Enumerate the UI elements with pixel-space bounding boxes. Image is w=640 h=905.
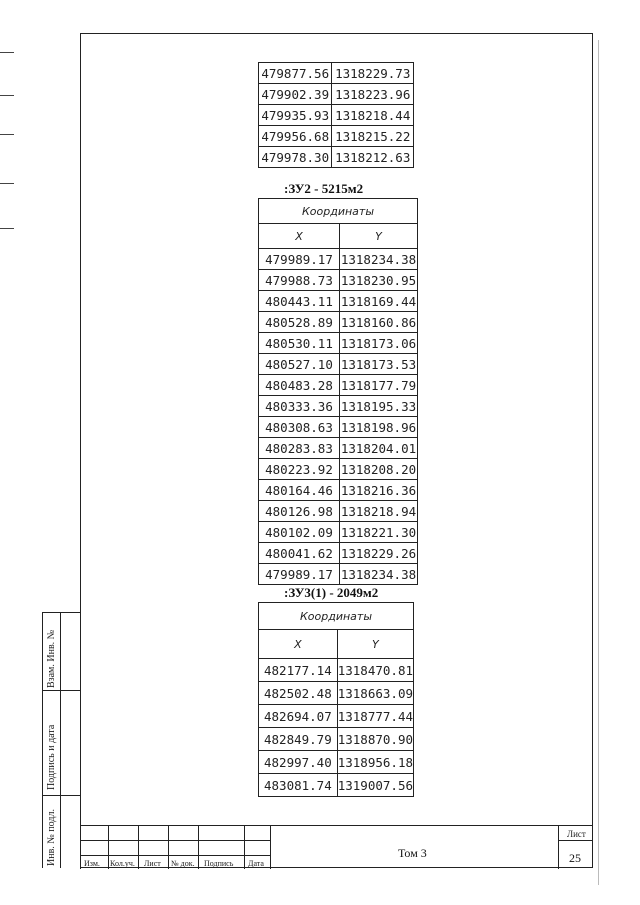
coord-y-cell: 1318223.96 (332, 84, 414, 105)
table3-title: :ЗУ3(1) - 2049м2 (284, 585, 379, 600)
table-row (259, 480, 418, 501)
side-cell-divider (42, 690, 80, 691)
stamp-data: Дата (248, 859, 264, 868)
coord-y-cell: 1318234.38 (340, 564, 418, 585)
coord-y-cell: 1318956.18 (337, 751, 413, 774)
page-number: 25 (569, 851, 581, 865)
table-row (259, 682, 414, 705)
coord-x-cell: 480041.62 (259, 543, 340, 564)
table-row (259, 63, 414, 84)
stamp-izm: Изм. (84, 859, 100, 868)
stamp-list: Лист (144, 859, 161, 868)
table-row (259, 417, 418, 438)
side-cell-divider (42, 612, 80, 613)
coord-y-cell: 1318218.44 (332, 105, 414, 126)
coord-x-cell: 482502.48 (259, 682, 338, 705)
title-block (80, 825, 593, 869)
coord-y-cell: 1318173.53 (340, 354, 418, 375)
coord-x-cell: 480530.11 (259, 333, 340, 354)
coord-y-cell: 1318229.26 (340, 543, 418, 564)
coord-x-cell: 479989.17 (259, 564, 340, 585)
coord-y-cell: 1318215.22 (332, 126, 414, 147)
side-cell-divider (42, 795, 80, 796)
coord-x-cell: 480223.92 (259, 459, 340, 480)
coord-y-cell: 1318160.86 (340, 312, 418, 333)
coord-x-cell: 479877.56 (259, 63, 332, 84)
coord-y-cell: 1318204.01 (340, 438, 418, 459)
coord-y-cell: 1318195.33 (340, 396, 418, 417)
coord-x-cell: 480308.63 (259, 417, 340, 438)
table-row (259, 522, 418, 543)
coord-x-cell: 482694.07 (259, 705, 338, 728)
coord-x-cell: 480283.83 (259, 438, 340, 459)
side-label-podpis-data: Подпись и дата (46, 724, 57, 790)
binding-tick (0, 52, 14, 53)
coord-y-cell: 1318229.73 (332, 63, 414, 84)
table2-title: :ЗУ2 - 5215м2 (284, 181, 364, 196)
table-row (259, 84, 414, 105)
coord-x-cell: 480164.46 (259, 480, 340, 501)
coord-y-cell: 1319007.56 (337, 774, 413, 797)
coord-x-cell: 482177.14 (259, 659, 338, 682)
coord-x-cell: 479989.17 (259, 249, 340, 270)
coord-x-cell: 480443.11 (259, 291, 340, 312)
coord-x-cell: 479978.30 (259, 147, 332, 168)
stamp-n-dok: № док. (171, 859, 195, 868)
table-row (259, 270, 418, 291)
table-row (259, 126, 414, 147)
table-row (259, 774, 414, 797)
coords-table-1 (258, 62, 414, 168)
table-row (259, 543, 418, 564)
coord-y-cell: 1318208.20 (340, 459, 418, 480)
coord-y-cell: 1318177.79 (340, 375, 418, 396)
table-row (259, 501, 418, 522)
col-y-header: Y (337, 630, 413, 659)
table-row (259, 564, 418, 585)
coord-y-cell: 1318169.44 (340, 291, 418, 312)
stamp-list-label: Лист (567, 829, 586, 839)
table-row (259, 249, 418, 270)
coord-x-cell: 480102.09 (259, 522, 340, 543)
coord-y-cell: 1318777.44 (337, 705, 413, 728)
coord-x-cell: 482849.79 (259, 728, 338, 751)
coord-x-cell: 482997.40 (259, 751, 338, 774)
table-row (259, 333, 418, 354)
binding-tick (0, 183, 14, 184)
coord-y-cell: 1318218.94 (340, 501, 418, 522)
coord-y-cell: 1318212.63 (332, 147, 414, 168)
stamp-kol-uch: Кол.уч. (110, 859, 135, 868)
stamp-podpis: Подпись (204, 859, 234, 868)
side-label-vzam-inv: Взам. Инв. № (46, 629, 57, 688)
col-y-header: Y (340, 224, 418, 249)
coord-x-cell: 479988.73 (259, 270, 340, 291)
coords-header: Координаты (259, 603, 414, 630)
stamp-tom: Том 3 (398, 846, 427, 860)
table-row (259, 396, 418, 417)
side-label-inv-podl: Инв. № подл. (46, 809, 57, 866)
coord-y-cell: 1318221.30 (340, 522, 418, 543)
coord-x-cell: 479956.68 (259, 126, 332, 147)
table-row (259, 459, 418, 480)
table-row (259, 659, 414, 682)
table-row (259, 312, 418, 333)
table-row (259, 705, 414, 728)
binding-tick (0, 134, 14, 135)
table-row (259, 438, 418, 459)
binding-tick (0, 228, 14, 229)
coords-table-2 (258, 198, 418, 585)
table-row (259, 375, 418, 396)
coord-y-cell: 1318234.38 (340, 249, 418, 270)
coord-y-cell: 1318870.90 (337, 728, 413, 751)
coord-x-cell: 480333.36 (259, 396, 340, 417)
coord-y-cell: 1318230.95 (340, 270, 418, 291)
table-row (259, 728, 414, 751)
coord-y-cell: 1318216.36 (340, 480, 418, 501)
coord-y-cell: 1318663.09 (337, 682, 413, 705)
coords-header: Координаты (259, 199, 418, 224)
coord-x-cell: 479935.93 (259, 105, 332, 126)
coord-x-cell: 483081.74 (259, 774, 338, 797)
col-x-header: X (259, 224, 340, 249)
coord-x-cell: 479902.39 (259, 84, 332, 105)
table-row (259, 105, 414, 126)
coord-y-cell: 1318198.96 (340, 417, 418, 438)
coord-x-cell: 480483.28 (259, 375, 340, 396)
frame-shadow (598, 40, 609, 885)
coord-x-cell: 480527.10 (259, 354, 340, 375)
col-x-header: X (259, 630, 338, 659)
table-row (259, 751, 414, 774)
coord-x-cell: 480126.98 (259, 501, 340, 522)
table-row (259, 354, 418, 375)
table-row (259, 147, 414, 168)
coord-x-cell: 480528.89 (259, 312, 340, 333)
coords-table-3 (258, 602, 414, 797)
binding-tick (0, 95, 14, 96)
coord-y-cell: 1318470.81 (337, 659, 413, 682)
coord-y-cell: 1318173.06 (340, 333, 418, 354)
table-row (259, 291, 418, 312)
